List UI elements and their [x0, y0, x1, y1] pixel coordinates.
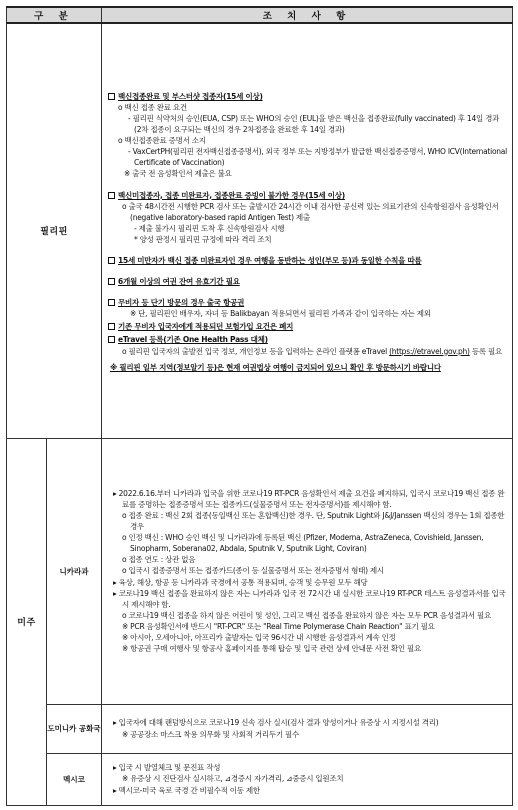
checkbox-icon	[108, 336, 115, 343]
text-line: ▸ 입국 시 발열체크 및 문진표 작성	[113, 763, 221, 773]
text-line: ▸ 입국자에 대해 랜덤방식으로 코로나19 신속 검사 실시(검사 결과 양성이거나 유증상 시 지정시설 격리)	[113, 718, 439, 728]
row-nicaragua	[7, 438, 513, 704]
checkbox-icon	[108, 257, 115, 264]
section-heading: 백신미접종자, 접종 미완료자, 접종완료 증빙이 불가한 경우(15세 이상)	[108, 190, 507, 201]
warning-note: ※ 필리핀 일부 지역(정보알기 등)은 현재 여권법상 여행이 금지되어 있으니 확인 후 방문하시기 바랍니다	[110, 362, 441, 372]
text-line: o 백신 접종 완료 요건	[118, 102, 187, 112]
table-header	[7, 7, 513, 23]
section-heading: 15세 미만자가 백신 접종 미완료자인 경우 여행을 동반하는 성인(부모 등)과 동일한 수칙을 따름	[108, 255, 507, 266]
section-heading: eTravel 등록(기존 One Health Pass 대체)	[108, 334, 507, 345]
text-line: * 양성 판정시 필리핀 규정에 따라 격리 조치	[134, 234, 272, 244]
text-line: ▸ 육상, 해상, 항공 등 니카라과 국경에서 공통 적용되며, 승객 및 승무원 모두 해당	[113, 577, 368, 587]
philippines-measures	[102, 23, 513, 438]
note-line: ※ 출국 전 음성확인서 제출은 불요	[124, 169, 232, 179]
checkbox-icon	[108, 93, 115, 100]
text-line: o 입국시 접종증명서 또는 접종카드(종이 등 실물증명서 또는 전자증명서 형태) 제시	[122, 566, 384, 576]
note-line: ※ 아시아, 오세아니아, 아프리카 출발자는 입국 96시간 내 시행한 음성결과서 계속 인정	[122, 633, 396, 643]
text-line: - 제출 불가시 필리핀 도착 후 신속항원검사 시행	[134, 223, 285, 233]
text-line: o 접종 연도 : 상관 없음	[122, 555, 196, 565]
note-line: ※ 항공권 구매 여행사 및 항공사 홈페이지를 통해 탑승 및 입국 관련 상세 안내문 사전 확인 필요	[122, 644, 422, 654]
checkbox-icon	[108, 278, 115, 285]
header-measures: 조 치 사 항	[102, 7, 513, 23]
section-heading: 기존 무비자 입국자에게 적용되던 보험가입 요건은 폐지	[108, 321, 507, 332]
dominican-measures	[102, 704, 513, 753]
text-line: ▸ 2022.6.16.부터 니카라과 입국을 위한 코로나19 RT-PCR 음성확인서 제출 요건을 폐지하되, 입국시 코로나19 백신 접종 완료를 증명하는 접종증명서 또는 접종카드(실물증명서 또는 전자증명서)를 제시해야 함.	[113, 488, 505, 509]
text-line: - 필리핀 식약처의 승인(EUA, CSP) 또는 WHO의 승인 (EUL)을 받은 백신을 접종완료(fully vaccinated) 후 14일 경과 (2차 접종이 요구되는 백신의 경우 2차접종을 완료한 후 14일 경과)	[128, 113, 500, 135]
country-philippines: 필리핀	[7, 23, 102, 438]
row-mexico	[7, 753, 513, 805]
note-line: ※ 단, 필리핀인 배우자, 자녀 등 Balikbayan 적용되면서 필리핀 가족과 같이 입국하는 자는 제외	[130, 309, 431, 319]
section-heading: 6개월 이상의 여권 잔여 유효기간 필요	[108, 276, 507, 287]
note-line: ※ 유증상 시 진단검사 실시하고, ⊿경증시 자가격리, ⊿중증시 입원조치	[122, 774, 344, 784]
checkbox-icon	[108, 323, 115, 330]
section-heading: 백신접종완료 및 부스터샷 접종자(15세 이상)	[108, 91, 507, 102]
section-heading: 무비자 등 단기 방문의 경우 출국 항공권	[108, 297, 507, 308]
region-americas: 미주	[7, 438, 47, 805]
text-line: o 코로나19 백신 접종을 하지 않은 어린이 및 성인, 그리고 백신 접종을 완료하지 않은 자는 모두 PCR 음성결과서 필요	[122, 610, 491, 620]
measures-table	[6, 6, 513, 806]
text-line: o 접종 완료 : 백신 2회 접종(동일백신 또는 혼합백신)한 경우. 단, Sputnik Light와 J&J/Janssen 백신의 경우는 1회 접종한 경우	[122, 510, 505, 532]
nicaragua-measures	[102, 438, 513, 704]
country-dominican: 도미니카 공화국	[47, 704, 102, 753]
text-line: ▸ 멕시코-미국 육로 국경 간 비필수적 이동 제한	[113, 785, 260, 795]
etravel-link[interactable]: (https://etravel.gov.ph)	[389, 346, 470, 356]
mexico-measures	[102, 753, 513, 805]
note-line: ※ 공공장소 마스크 착용 의무화 및 사회적 거리두기 필수	[122, 729, 300, 739]
header-category: 구 분	[7, 7, 102, 23]
country-mexico: 멕시코	[47, 753, 102, 805]
note-line: ※ PCR 음성확인서에 반드시 "RT-PCR" 또는 "Real Time Polymerase Chain Reaction" 표기 필요	[122, 621, 435, 631]
text-line: - VaxCertPH(필리핀 전자백신접종증명서), 외국 정부 또는 지방정부가 발급한 백신접종증명서, WHO ICV(International Certificate of Vaccination)	[128, 147, 507, 168]
text-line: o 필리핀 입국자의 출발전 입국 정보, 개인정보 등을 입력하는 온라인 플랫폼 eTravel (https://etravel.gov.ph) 등록 필요	[122, 346, 502, 356]
country-nicaragua: 니카라과	[47, 438, 102, 704]
text-line: o 출국 48시간전 시행한 PCR 검사 또는 출발시간 24시간 이내 검사한 공신력 있는 의료기관의 신속항원검사 음성확인서(negative laboratory-based rapid Antigen Test) 제출	[122, 201, 499, 222]
row-dominican	[7, 704, 513, 753]
text-line: o 백신접종완료 증명서 소지	[118, 136, 206, 146]
text-line: ▸ 코로나19 백신 접종을 완료하지 않은 자는 니카라과 입국 전 72시간 내 실시한 코로나19 RT-PCR 테스트 음성결과서를 입국시 제시해야 함.	[113, 588, 506, 609]
checkbox-icon	[108, 299, 115, 306]
checkbox-icon	[108, 192, 115, 199]
text-line: o 인정 백신 : WHO 승인 백신 및 니카라과에 등록된 백신 (Pfizer, Moderna, AstraZeneca, Covishield, Janssen, Sinopharm, Soberana02, Abdala, Sputnik V, Sputnik Light, Coviran)	[122, 533, 484, 554]
row-philippines	[7, 23, 513, 438]
